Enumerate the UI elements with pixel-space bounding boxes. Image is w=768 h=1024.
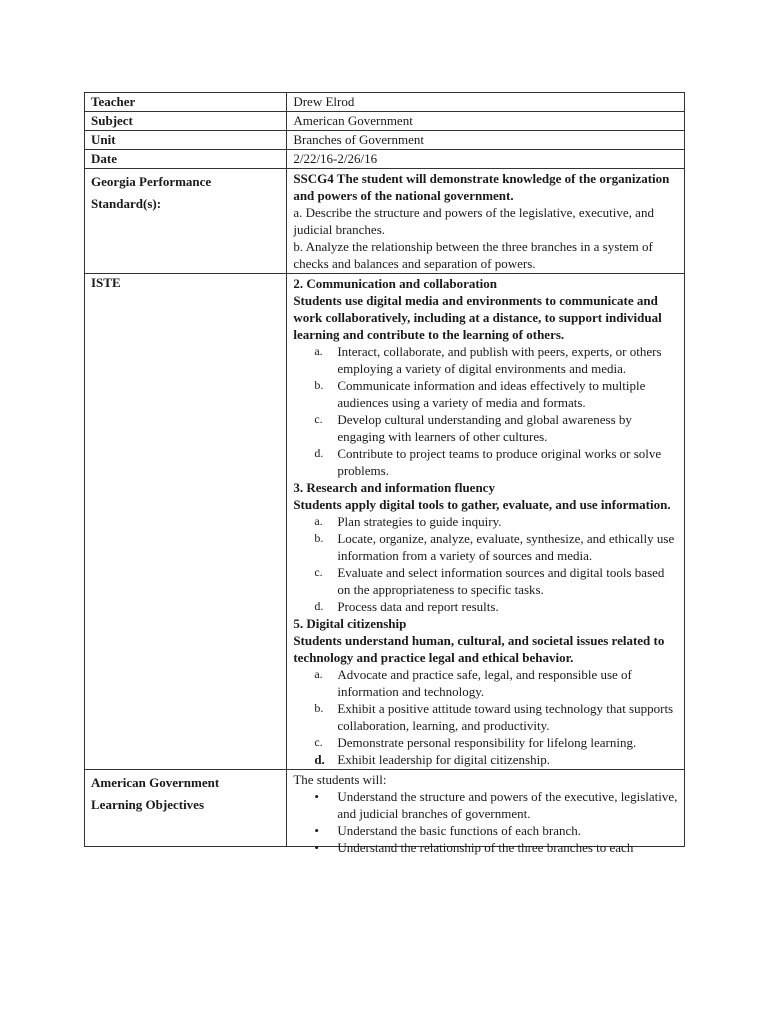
list-marker: c. bbox=[314, 412, 323, 426]
bullet-icon: • bbox=[314, 789, 319, 804]
iste-section-title: 5. Digital citizenship bbox=[293, 616, 407, 631]
standards-label bbox=[85, 169, 287, 274]
list-item bbox=[293, 822, 680, 839]
list-item-text: Evaluate and select information sources and digital tools based on the appropriateness to specific tasks. bbox=[337, 565, 665, 597]
list-item bbox=[293, 751, 680, 768]
iste-section-items bbox=[293, 513, 680, 615]
objectives-row bbox=[85, 770, 685, 847]
list-marker: b. bbox=[314, 378, 324, 392]
teacher-row bbox=[85, 93, 685, 112]
subject-value: American Government bbox=[287, 112, 685, 131]
list-item bbox=[293, 513, 680, 530]
iste-section-research bbox=[293, 479, 680, 615]
list-item-text: Exhibit leadership for digital citizenship. bbox=[337, 752, 550, 767]
list-item-text: Demonstrate personal responsibility for lifelong learning. bbox=[337, 735, 637, 750]
list-marker: b. bbox=[314, 531, 324, 545]
list-item-text: Develop cultural understanding and global awareness by engaging with learners of other cultures. bbox=[337, 412, 632, 444]
list-item bbox=[293, 564, 680, 598]
iste-section-description: Students apply digital tools to gather, evaluate, and use information. bbox=[293, 497, 671, 512]
list-item bbox=[293, 411, 680, 445]
list-item-text: Interact, collaborate, and publish with peers, experts, or others employing a variety of digital environments and media. bbox=[337, 344, 662, 376]
list-item bbox=[293, 343, 680, 377]
list-marker: a. bbox=[314, 344, 323, 358]
list-item-text: Understand the structure and powers of the executive, legislative, and judicial branches of government. bbox=[337, 789, 678, 821]
iste-content bbox=[287, 274, 685, 770]
list-marker: d. bbox=[314, 446, 324, 460]
list-item bbox=[293, 700, 680, 734]
subject-label: Subject bbox=[85, 112, 287, 131]
objectives-label-line1: American Government bbox=[91, 775, 220, 790]
bullet-icon: • bbox=[314, 840, 319, 855]
iste-row bbox=[85, 274, 685, 770]
list-item bbox=[293, 839, 680, 856]
iste-section-communication bbox=[293, 275, 680, 479]
list-marker: c. bbox=[314, 735, 323, 749]
standards-item-b: b. Analyze the relationship between the three branches in a system of checks and balances and separation of powers. bbox=[293, 239, 653, 271]
list-marker: a. bbox=[314, 667, 323, 681]
iste-label: ISTE bbox=[85, 274, 287, 770]
objectives-intro: The students will: bbox=[293, 772, 387, 787]
list-item-text: Process data and report results. bbox=[337, 599, 499, 614]
iste-section-description: Students use digital media and environments to communicate and work collaboratively, including at a distance, to support individual learning and contribute to the learning of others. bbox=[293, 293, 662, 342]
list-marker: d. bbox=[314, 752, 325, 767]
list-item-text: Plan strategies to guide inquiry. bbox=[337, 514, 502, 529]
list-item-text: Understand the relationship of the three branches to each bbox=[337, 840, 634, 855]
standards-row bbox=[85, 169, 685, 274]
list-item-text: Exhibit a positive attitude toward using technology that supports collaboration, learning, and productivity. bbox=[337, 701, 674, 733]
list-item bbox=[293, 377, 680, 411]
date-value: 2/22/16-2/26/16 bbox=[287, 150, 685, 169]
list-item-text: Contribute to project teams to produce original works or solve problems. bbox=[337, 446, 662, 478]
iste-section-items bbox=[293, 666, 680, 768]
list-item bbox=[293, 530, 680, 564]
subject-row bbox=[85, 112, 685, 131]
standards-label-line1: Georgia Performance bbox=[91, 174, 212, 189]
list-marker: b. bbox=[314, 701, 324, 715]
list-marker: d. bbox=[314, 599, 324, 613]
list-marker: c. bbox=[314, 565, 323, 579]
list-item bbox=[293, 445, 680, 479]
iste-section-description: Students understand human, cultural, and societal issues related to technology and practice legal and ethical behavior. bbox=[293, 633, 665, 665]
list-item-text: Advocate and practice safe, legal, and responsible use of information and technology. bbox=[337, 667, 632, 699]
list-item bbox=[293, 598, 680, 615]
objectives-content bbox=[287, 770, 685, 855]
list-item bbox=[293, 788, 680, 822]
unit-value: Branches of Government bbox=[287, 131, 685, 150]
iste-section-title: 2. Communication and collaboration bbox=[293, 276, 498, 291]
standards-heading: SSCG4 The student will demonstrate knowledge of the organization and powers of the national government. bbox=[293, 171, 670, 203]
bullet-icon: • bbox=[314, 823, 319, 838]
objectives-label bbox=[85, 770, 287, 847]
standards-label-line2: Standard(s): bbox=[91, 196, 162, 211]
list-item bbox=[293, 666, 680, 700]
teacher-label: Teacher bbox=[85, 93, 287, 112]
iste-section-title: 3. Research and information fluency bbox=[293, 480, 495, 495]
iste-section-items bbox=[293, 343, 680, 479]
objectives-list bbox=[293, 788, 680, 856]
list-item-text: Communicate information and ideas effectively to multiple audiences using a variety of media and formats. bbox=[337, 378, 646, 410]
objectives-clip bbox=[293, 771, 680, 855]
lesson-plan-table bbox=[84, 92, 685, 855]
list-item-text: Locate, organize, analyze, evaluate, synthesize, and ethically use information from a variety of sources and media. bbox=[337, 531, 675, 563]
list-item-text: Understand the basic functions of each branch. bbox=[337, 823, 581, 838]
date-label: Date bbox=[85, 150, 287, 169]
standards-content bbox=[287, 169, 685, 274]
objectives-label-line2: Learning Objectives bbox=[91, 797, 205, 812]
unit-label: Unit bbox=[85, 131, 287, 150]
teacher-value: Drew Elrod bbox=[287, 93, 685, 112]
list-item bbox=[293, 734, 680, 751]
standards-item-a: a. Describe the structure and powers of the legislative, executive, and judicial branches. bbox=[293, 205, 654, 237]
date-row bbox=[85, 150, 685, 169]
unit-row bbox=[85, 131, 685, 150]
list-marker: a. bbox=[314, 514, 323, 528]
iste-section-citizenship bbox=[293, 615, 680, 768]
